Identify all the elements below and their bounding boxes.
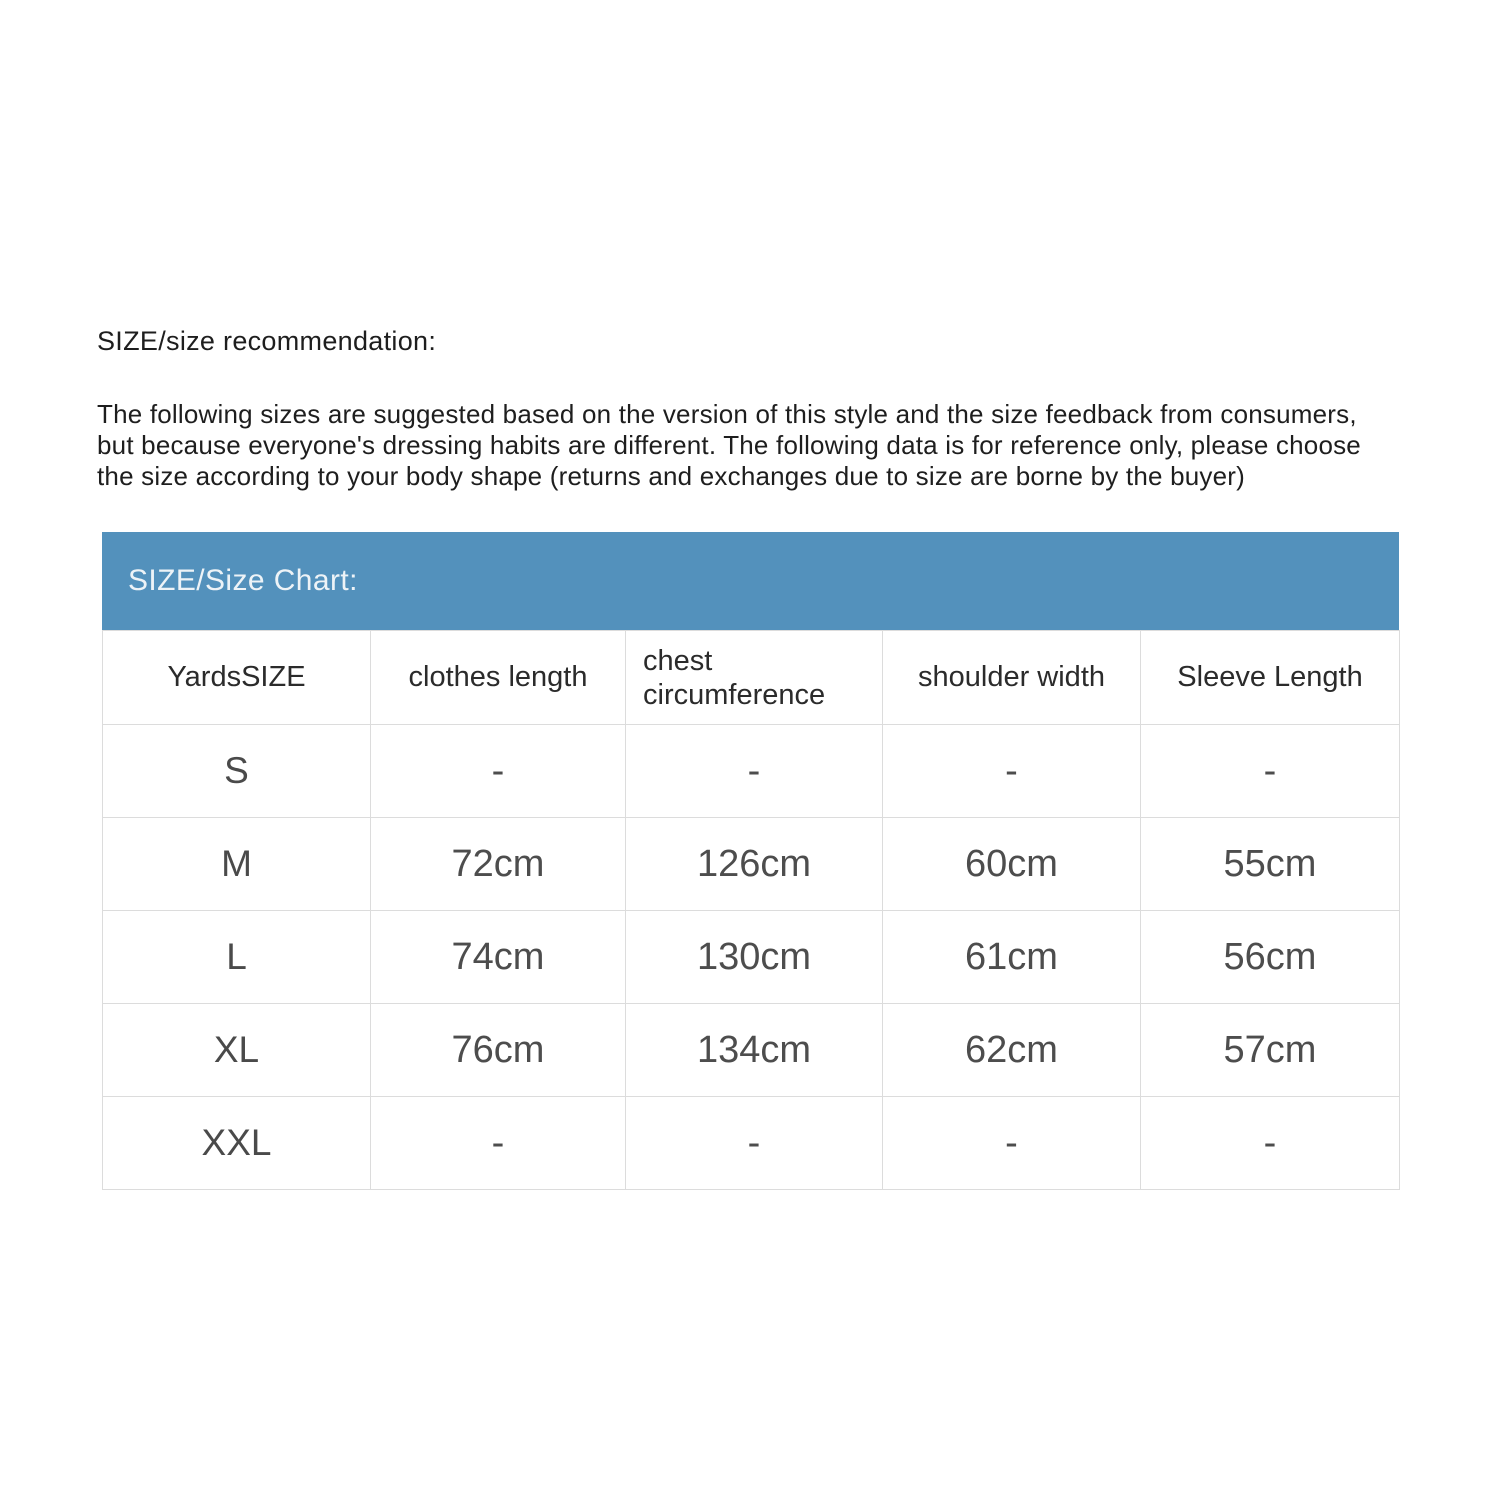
- table-row-size-m: [103, 818, 1400, 911]
- cell-size: XXL: [103, 1097, 371, 1190]
- cell-size: XL: [103, 1004, 371, 1097]
- paragraph-line: but because everyone's dressing habits are different. The following data is for reference only, please choose: [97, 430, 1361, 460]
- cell-shoulder-width: 61cm: [883, 911, 1141, 1004]
- cell-chest-circumference: -: [626, 1097, 883, 1190]
- cell-shoulder-width: 62cm: [883, 1004, 1141, 1097]
- cell-shoulder-width: 60cm: [883, 818, 1141, 911]
- cell-sleeve-length: 57cm: [1141, 1004, 1400, 1097]
- cell-sleeve-length: -: [1141, 725, 1400, 818]
- table-row-size-xxl: [103, 1097, 1400, 1190]
- cell-chest-circumference: 134cm: [626, 1004, 883, 1097]
- size-chart-title-bar: [102, 532, 1399, 630]
- cell-chest-circumference: 130cm: [626, 911, 883, 1004]
- column-header-shoulder-width: shoulder width: [883, 631, 1141, 725]
- column-header-yards-size: YardsSIZE: [103, 631, 371, 725]
- cell-sleeve-length: -: [1141, 1097, 1400, 1190]
- paragraph-line: The following sizes are suggested based on the version of this style and the size feedback from consumers,: [97, 399, 1357, 429]
- table-row-size-xl: [103, 1004, 1400, 1097]
- table-row-size-l: [103, 911, 1400, 1004]
- cell-sleeve-length: 55cm: [1141, 818, 1400, 911]
- size-chart-table: [102, 630, 1400, 1190]
- cell-chest-circumference: 126cm: [626, 818, 883, 911]
- cell-size: S: [103, 725, 371, 818]
- cell-size: M: [103, 818, 371, 911]
- cell-shoulder-width: -: [883, 1097, 1141, 1190]
- size-recommendation-heading: SIZE/size recommendation:: [97, 326, 437, 356]
- cell-clothes-length: -: [371, 725, 626, 818]
- cell-clothes-length: 76cm: [371, 1004, 626, 1097]
- table-row-size-s: [103, 725, 1400, 818]
- cell-clothes-length: 74cm: [371, 911, 626, 1004]
- cell-sleeve-length: 56cm: [1141, 911, 1400, 1004]
- table-header-row: [103, 631, 1400, 725]
- column-header-chest-circumference: chest circumference: [626, 631, 883, 725]
- size-chart-title: SIZE/Size Chart:: [128, 564, 358, 597]
- cell-shoulder-width: -: [883, 725, 1141, 818]
- size-recommendation-paragraph: [97, 399, 1361, 492]
- cell-chest-circumference: -: [626, 725, 883, 818]
- cell-clothes-length: -: [371, 1097, 626, 1190]
- cell-clothes-length: 72cm: [371, 818, 626, 911]
- cell-size: L: [103, 911, 371, 1004]
- column-header-clothes-length: clothes length: [371, 631, 626, 725]
- column-header-sleeve-length: Sleeve Length: [1141, 631, 1400, 725]
- paragraph-line: the size according to your body shape (returns and exchanges due to size are borne by the buyer): [97, 461, 1245, 491]
